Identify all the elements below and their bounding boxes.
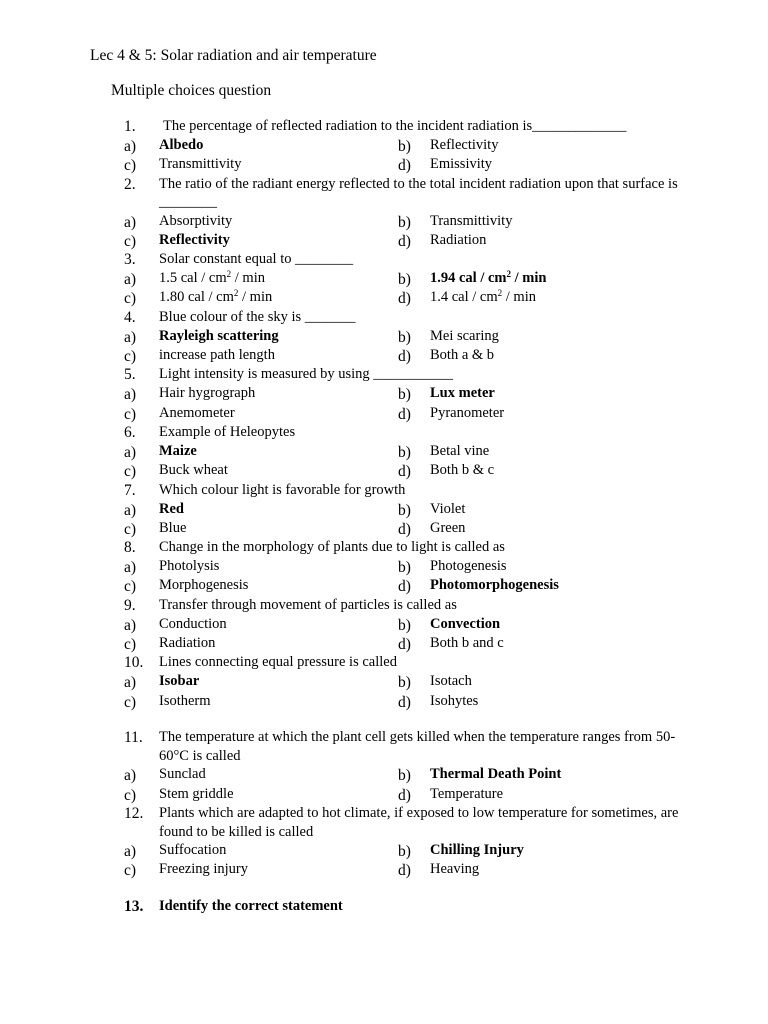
- option-letter: a): [124, 843, 137, 861]
- option-row: [0, 442, 768, 461]
- question-1: [0, 117, 768, 175]
- option-text: Transmittivity: [430, 212, 513, 229]
- option-letter: c): [124, 157, 137, 175]
- option-text: Freezing injury: [159, 861, 248, 878]
- question-number: 11.: [124, 729, 143, 747]
- option-text: increase path length: [159, 347, 275, 364]
- option-text: Reflectivity: [430, 137, 499, 153]
- option-text: Blue: [159, 519, 187, 536]
- option-letter: b): [398, 559, 411, 577]
- option-text: Photolysis: [159, 558, 220, 575]
- option-row: [0, 841, 768, 860]
- option-letter: c): [124, 232, 137, 250]
- option-text: Radiation: [159, 635, 216, 652]
- option-letter: a): [124, 386, 137, 404]
- option-superscript: 2: [506, 269, 512, 280]
- question-10: [0, 653, 768, 711]
- option-letter: c): [124, 578, 137, 596]
- question-stem: [0, 481, 768, 500]
- option-text: Violet: [430, 500, 466, 517]
- question-11: [0, 728, 768, 804]
- option-letter: b): [398, 386, 411, 404]
- question-text: The percentage of reflected radiation to the incident radiation is_____________: [163, 118, 627, 134]
- option-row: [0, 136, 768, 155]
- question-text: Identify the correct statement: [159, 898, 343, 915]
- option-letter: d): [398, 636, 411, 654]
- option-letter: c): [124, 693, 137, 711]
- option-row: [0, 231, 768, 250]
- option-text-correct: Reflectivity: [159, 231, 230, 248]
- question-text: The temperature at which the plant cell gets killed when the temperature ranges from 50-60°C is called: [159, 729, 676, 764]
- option-row: [0, 288, 768, 307]
- question-stem: [0, 653, 768, 672]
- question-13: [0, 897, 768, 916]
- option-letter: a): [124, 271, 137, 289]
- option-superscript: 2: [497, 288, 503, 299]
- option-text-correct: Convection: [430, 615, 501, 632]
- option-row: [0, 615, 768, 634]
- option-letter: b): [398, 213, 411, 231]
- question-number: 3.: [124, 251, 136, 269]
- option-letter: a): [124, 501, 137, 519]
- option-text: Betal vine: [430, 442, 490, 459]
- question-number: 13.: [124, 898, 144, 916]
- option-letter: a): [124, 674, 137, 692]
- option-letter: a): [124, 213, 137, 231]
- option-text: Pyranometer: [430, 404, 505, 421]
- question-stem: [0, 596, 768, 615]
- option-text: Both a & b: [430, 347, 495, 364]
- option-text-correct: 1.94 cal / $cm^2$ / min: [430, 269, 547, 287]
- question-text: Blue colour of the sky is _______: [159, 308, 356, 325]
- option-row: [0, 692, 768, 711]
- option-text: Both b and c: [430, 635, 504, 652]
- option-letter: c): [124, 636, 137, 654]
- option-text-correct: Rayleigh scattering: [159, 327, 279, 344]
- option-letter: d): [398, 578, 411, 596]
- option-row: [0, 576, 768, 595]
- option-row: [0, 860, 768, 879]
- option-letter: c): [124, 520, 137, 538]
- option-row: [0, 346, 768, 365]
- option-superscript: 2: [233, 288, 239, 299]
- option-row: [0, 519, 768, 538]
- option-text: Morphogenesis: [159, 577, 249, 594]
- option-row: [0, 404, 768, 423]
- option-text-correct: Red: [159, 500, 184, 517]
- option-letter: c): [124, 786, 137, 804]
- option-row: [0, 672, 768, 691]
- option-letter: d): [398, 405, 411, 423]
- question-3: [0, 250, 768, 308]
- option-text-correct: Maize: [159, 442, 197, 459]
- option-letter: d): [398, 232, 411, 250]
- option-text: Isohytes: [430, 692, 479, 709]
- option-text: Isotach: [430, 673, 472, 690]
- option-row: [0, 785, 768, 804]
- option-row: [0, 384, 768, 403]
- option-text: Radiation: [430, 231, 487, 248]
- option-text-correct: Photomorphogenesis: [430, 577, 559, 594]
- question-7: [0, 481, 768, 539]
- option-row: [0, 269, 768, 288]
- question-stem: [0, 117, 768, 136]
- question-number: 6.: [124, 423, 136, 441]
- option-row: [0, 327, 768, 346]
- option-letter: d): [398, 348, 411, 366]
- option-letter: c): [124, 348, 137, 366]
- option-letter: a): [124, 328, 137, 346]
- question-text: Light intensity is measured by using ___________: [159, 366, 454, 383]
- option-letter: c): [124, 405, 137, 423]
- option-letter: c): [124, 862, 137, 880]
- question-number: 5.: [124, 366, 136, 384]
- option-text-correct: Lux meter: [430, 385, 495, 402]
- question-stem: [0, 308, 768, 327]
- question-text: Which colour light is favorable for growth: [159, 481, 406, 498]
- question-stem: [0, 897, 768, 916]
- option-letter: a): [124, 559, 137, 577]
- question-6: [0, 423, 768, 481]
- page-title: Lec 4 & 5: Solar radiation and air temperature: [90, 47, 377, 64]
- question-number: 8.: [124, 539, 136, 557]
- question-4: [0, 308, 768, 366]
- option-row: [0, 765, 768, 784]
- option-row: [0, 500, 768, 519]
- option-letter: b): [398, 328, 411, 346]
- option-text: 1.5 cal / $cm^2$ / min: [159, 269, 265, 287]
- option-text: Anemometer: [159, 404, 235, 421]
- option-letter: b): [398, 443, 411, 461]
- question-text: Example of Heleopytes: [159, 423, 296, 440]
- question-stem: [0, 804, 768, 841]
- option-row: [0, 155, 768, 174]
- option-letter: d): [398, 862, 411, 880]
- option-text-correct: Albedo: [159, 137, 204, 153]
- section-title: Multiple choices question: [111, 82, 272, 99]
- option-letter: a): [124, 138, 137, 155]
- option-letter: d): [398, 786, 411, 804]
- option-text: Sunclad: [159, 766, 206, 783]
- question-stem: [0, 423, 768, 442]
- question-number: 10.: [124, 654, 144, 672]
- question-text: The ratio of the radiant energy reflected to the total incident radiation upon that surface is ________: [159, 175, 678, 211]
- question-stem: [0, 365, 768, 384]
- question-text: Solar constant equal to ________: [159, 251, 354, 268]
- question-text: Transfer through movement of particles is called as: [159, 596, 457, 613]
- option-text: Photogenesis: [430, 558, 507, 575]
- option-text: Transmittivity: [159, 156, 242, 173]
- option-text: Emissivity: [430, 156, 493, 173]
- option-text: Absorptivity: [159, 212, 233, 229]
- option-row: [0, 557, 768, 576]
- question-number: 2.: [124, 175, 136, 193]
- option-text: Stem griddle: [159, 785, 234, 802]
- question-number: 9.: [124, 596, 136, 614]
- option-letter: a): [124, 616, 137, 634]
- question-number: 7.: [124, 481, 136, 499]
- question-text: Lines connecting equal pressure is called: [159, 654, 397, 671]
- question-number: 1.: [124, 118, 136, 135]
- option-letter: a): [124, 767, 137, 785]
- question-number: 4.: [124, 308, 136, 326]
- option-letter: b): [398, 616, 411, 634]
- question-list: [0, 117, 768, 916]
- question-8: [0, 538, 768, 596]
- question-12: [0, 804, 768, 880]
- question-5: [0, 365, 768, 423]
- option-text: Conduction: [159, 615, 227, 632]
- option-letter: b): [398, 271, 411, 289]
- question-stem: [0, 175, 768, 212]
- question-stem: [0, 538, 768, 557]
- option-text: 1.4 cal / $cm^2$ / min: [430, 288, 536, 306]
- option-row: [0, 634, 768, 653]
- option-letter: d): [398, 290, 411, 308]
- question-text: Plants which are adapted to hot climate, if exposed to low temperature for sometimes, are found to be killed is called: [159, 805, 679, 840]
- option-letter: a): [124, 443, 137, 461]
- option-text: Buck wheat: [159, 462, 228, 479]
- question-stem: [0, 728, 768, 765]
- option-text: Hair hygrograph: [159, 385, 256, 402]
- option-text: Suffocation: [159, 842, 227, 859]
- option-text-correct: Thermal Death Point: [430, 766, 562, 783]
- option-superscript: 2: [226, 269, 232, 280]
- option-letter: d): [398, 693, 411, 711]
- option-text: Temperature: [430, 785, 504, 802]
- question-9: [0, 596, 768, 654]
- option-letter: b): [398, 501, 411, 519]
- option-text-correct: Chilling Injury: [430, 842, 524, 859]
- option-letter: b): [398, 138, 411, 155]
- option-letter: c): [124, 463, 137, 481]
- option-text: Isotherm: [159, 692, 211, 709]
- option-letter: d): [398, 520, 411, 538]
- option-text: 1.80 cal / $cm^2$ / min: [159, 288, 273, 306]
- question-number: 12.: [124, 805, 144, 823]
- option-letter: b): [398, 843, 411, 861]
- option-letter: b): [398, 767, 411, 785]
- question-stem: [0, 250, 768, 269]
- option-letter: b): [398, 674, 411, 692]
- option-row: [0, 461, 768, 480]
- option-text: Mei scaring: [430, 327, 499, 344]
- option-letter: d): [398, 463, 411, 481]
- option-letter: d): [398, 157, 411, 175]
- option-row: [0, 212, 768, 231]
- option-text: Heaving: [430, 861, 480, 878]
- option-letter: c): [124, 290, 137, 308]
- option-text-correct: Isobar: [159, 673, 200, 690]
- question-2: [0, 175, 768, 251]
- option-text: Both b & c: [430, 462, 495, 479]
- option-text: Green: [430, 519, 466, 536]
- question-text: Change in the morphology of plants due to light is called as: [159, 539, 505, 556]
